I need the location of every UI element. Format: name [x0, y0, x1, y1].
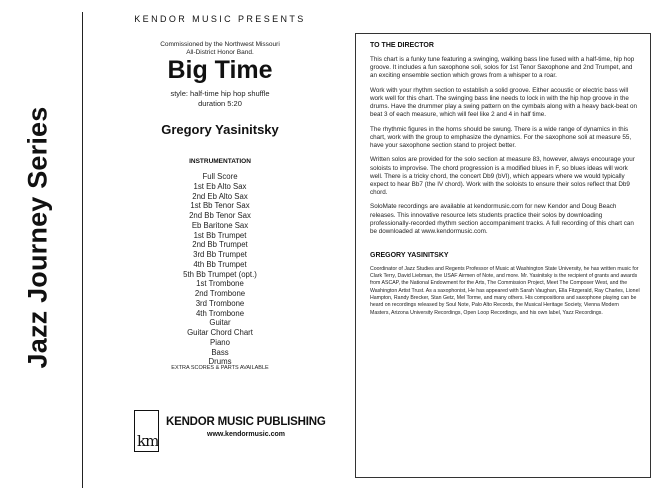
piece-title: Big Time: [167, 56, 273, 84]
director-paragraph: The rhythmic figures in the horns should be swung. There is a wide range of dynamics in this chart, work with the group to emphasize the dynamics. For the saxophone soli at measure 55, have your saxophone section stand to project better.: [370, 125, 632, 149]
publisher-url: www.kendormusic.com: [207, 431, 285, 438]
series-label: [18, 106, 58, 368]
publisher-logo-letters: km: [137, 432, 159, 450]
director-notes-heading: TO THE DIRECTOR: [370, 42, 434, 49]
instrument-item: 5th Bb Trumpet (opt.): [183, 269, 257, 279]
instrumentation-heading: INSTRUMENTATION: [189, 158, 251, 165]
instrument-item: Piano: [210, 337, 230, 347]
publisher-logo-icon: [134, 410, 159, 452]
publisher-name: KENDOR MUSIC PUBLISHING: [166, 416, 326, 428]
vertical-divider: [82, 12, 83, 488]
commission-line-1: Commissioned by the Northwest Missouri: [160, 41, 280, 48]
director-paragraph: Work with your rhythm section to establish a solid groove. Either acoustic or electric bass will work well for this chart. The swinging bass line needs to lock in with the hip hop groove in the drums. Have the drummer play a swing pattern on the cymbals along with a heavy back-beat on beat 3 of each measure, which will feel like 2 and 4 in half time.: [370, 86, 638, 119]
instrument-item: 2nd Bb Tenor Sax: [189, 211, 251, 220]
composer-bio: Coordinator of Jazz Studies and Regents Professor of Music at Washington State University, he has written music for Clark Terry, David Liebman, the USAF Airmen of Note, and more. Mr. Yasinitsky is the recipient of grants and awards from ASCAP, the National Endowment for the Arts, The Commission Project, Meet The Composer West, and the Washington Artist Trust. As a saxophonist, He has appeared with Sarah Vaughan, Ella Fitzgerald, Ray Charles, Lionel Hampton, Randy Brecker, Stan Getz, Mel Torme, and many others. His compositions and saxophone playing can be heard on recordings released by Soul Note, Palo Alto Records, the Musical Heritage Society, Vienna Modern Masters, Arizona University Recordings, Open Loop Recordings, and his own label, Yazz Recordings.: [370, 265, 640, 316]
instrument-item: Guitar: [209, 318, 231, 328]
instrument-item: 3rd Bb Trumpet: [193, 250, 247, 259]
style-info: [110, 89, 330, 108]
instrument-item: 1st Bb Trumpet: [193, 230, 247, 240]
instrument-item: Eb Baritone Sax: [191, 220, 249, 230]
instrument-item: Full Score: [202, 172, 238, 181]
extra-parts-note: EXTRA SCORES & PARTS AVAILABLE: [171, 365, 269, 371]
instrument-item: 2nd Trombone: [194, 289, 246, 298]
instrumentation-list: [110, 172, 330, 367]
instrument-item: 1st Eb Alto Sax: [193, 181, 247, 191]
composer-bio-heading: GREGORY YASINITSKY: [370, 251, 449, 259]
composer-name: Gregory Yasinitsky: [161, 122, 279, 137]
instrument-item: Guitar Chord Chart: [187, 328, 253, 337]
style-text: style: half-time hip hop shuffle: [170, 89, 270, 98]
commission-line-2: All-District Honor Band.: [186, 49, 254, 56]
commission-note: [120, 41, 320, 57]
instrument-item: Drums: [208, 357, 232, 367]
instrument-item: 1st Bb Tenor Sax: [190, 201, 250, 211]
instrument-item: 4th Bb Trumpet: [193, 259, 247, 269]
director-paragraph: This chart is a funky tune featuring a swinging, walking bass line fused with a half-time, hip hop groove. It includes a fun saxophone soli, solos for 1st Tenor Saxophone and 2nd Trumpet, and an exciting ensemble section which grows from a whisper to a roar.: [370, 56, 635, 80]
director-paragraph: Written solos are provided for the solo section at measure 83, however, always encourage your soloists to improvise. The chord progression is a modified blues in F, so blues ideas will work well. There is a tricky chord, the concert Db9 (bVI), which appears where we would typically expect to hear Bb7 (the IV chord). Work with the soloists to ensure their solos reflect that Db9 chord.: [370, 156, 635, 196]
duration-text: duration 5:20: [198, 98, 242, 108]
instrument-item: 2nd Bb Trumpet: [192, 240, 248, 250]
instrument-item: 2nd Eb Alto Sax: [192, 191, 248, 201]
instrument-item: 4th Trombone: [195, 308, 245, 318]
series-label-text: Jazz Journey Series: [22, 106, 53, 368]
instrument-item: Bass: [211, 347, 229, 357]
brand-heading: KENDOR MUSIC PRESENTS: [134, 14, 306, 24]
instrument-item: 3rd Trombone: [195, 298, 245, 308]
director-paragraph: SoloMate recordings are available at kendormusic.com for new Kendor and Doug Beach releases. This innovative resource lets students practice their solos by downloading professionally-recorded rhythm section accompaniment tracks. A full recording of this chart can be downloaded at www.kendormusic.com.: [370, 203, 634, 235]
instrument-item: 1st Trombone: [196, 279, 244, 289]
director-notes-panel: [355, 33, 651, 478]
